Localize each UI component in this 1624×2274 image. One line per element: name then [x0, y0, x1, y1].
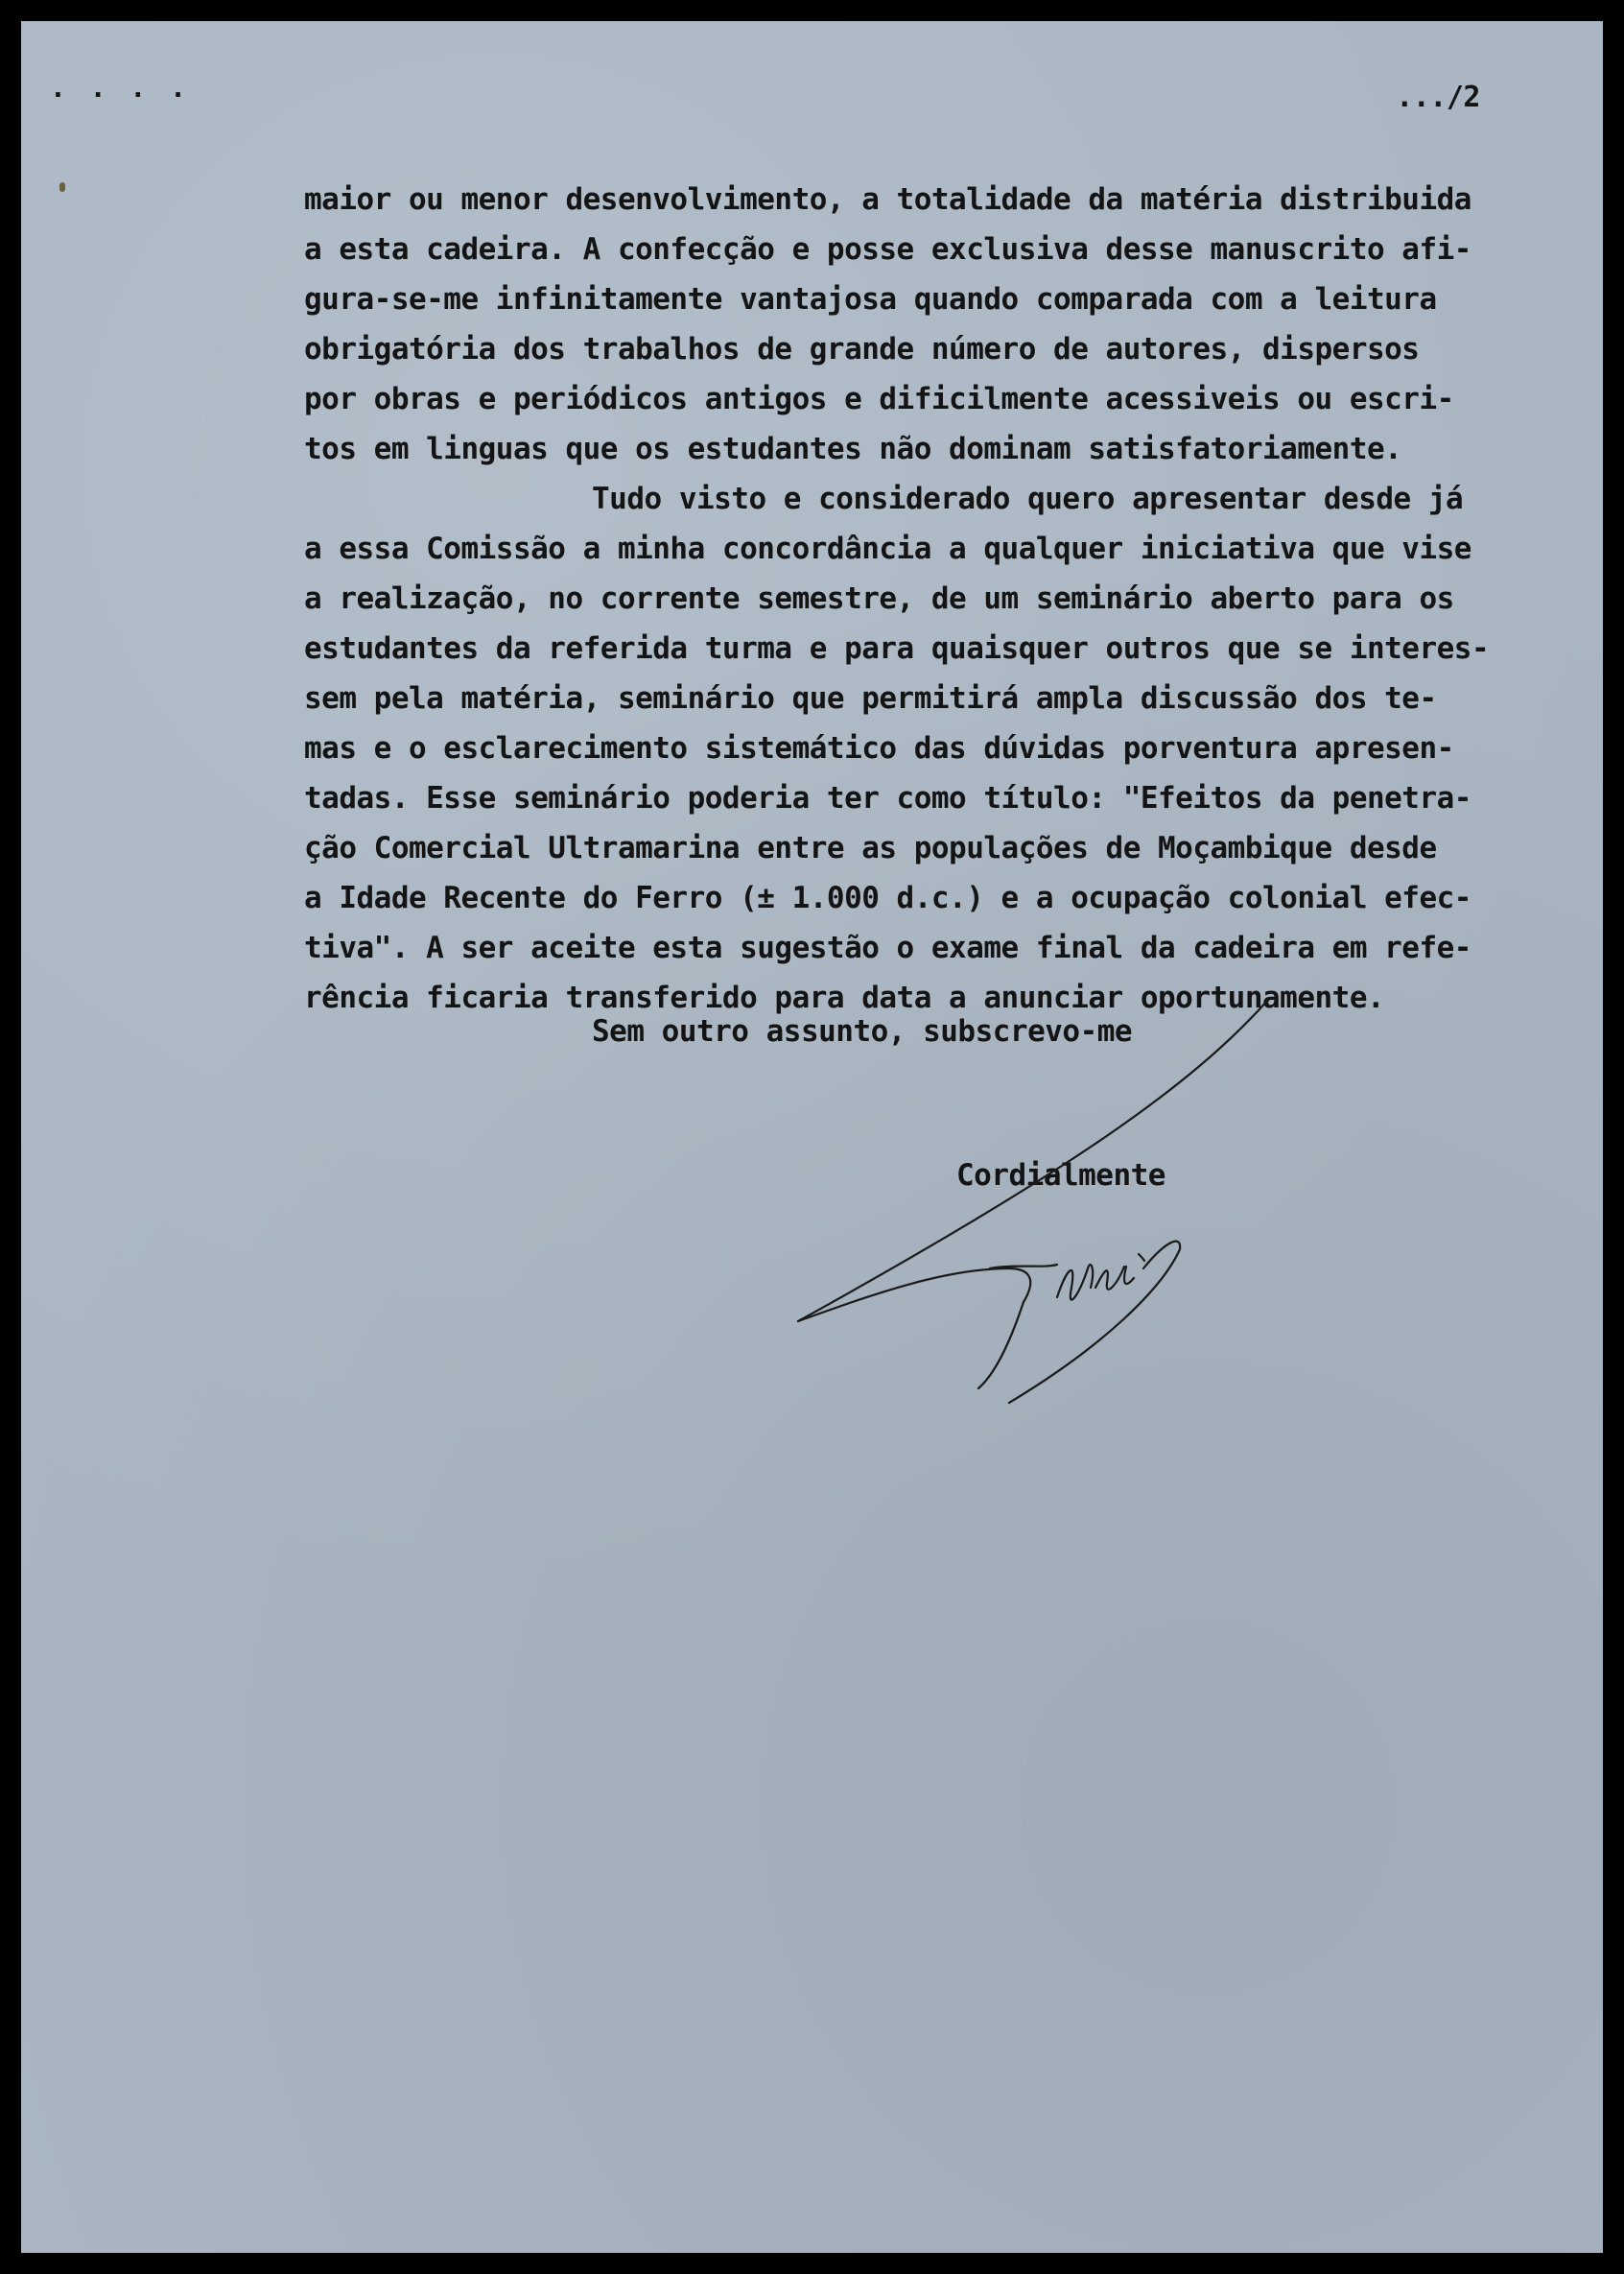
paragraph2-line: tiva". A ser aceite esta sugestão o exame final da cadeira em refe-: [304, 931, 1471, 965]
paragraph2-line: sem pela matéria, seminário que permitirá ampla discussão dos te-: [304, 681, 1437, 716]
paragraph1-line: por obras e periódicos antigos e dificilmente acessiveis ou escri-: [304, 382, 1454, 416]
paragraph2-line: mas e o esclarecimento sistemático das dúvidas porventura apresen-: [304, 731, 1454, 766]
paragraph2-line: a realização, no corrente semestre, de um seminário aberto para os: [304, 581, 1454, 616]
handwritten-signature: [779, 981, 1316, 1412]
paragraph1-line: obrigatória dos trabalhos de grande número de autores, dispersos: [304, 332, 1420, 367]
paragraph2-line: ção Comercial Ultramarina entre as populações de Moçambique desde: [304, 831, 1437, 865]
paragraph1-line: tos em linguas que os estudantes não dominam satisfatoriamente.: [304, 432, 1402, 466]
paragraph1-line: a esta cadeira. A confecção e posse exclusiva desse manuscrito afi-: [304, 232, 1471, 267]
document-page: [21, 21, 1603, 2253]
paragraph1-line: maior ou menor desenvolvimento, a totalidade da matéria distribuida: [304, 182, 1471, 217]
paragraph2-line: a Idade Recente do Ferro (± 1.000 d.c.) e a ocupação colonial efec-: [304, 881, 1471, 915]
punch-mark: [59, 182, 65, 192]
page-marker: .../2: [1396, 81, 1480, 114]
paragraph1-line: gura-se-me infinitamente vantajosa quando comparada com a leitura: [304, 282, 1437, 317]
sign-off: Cordialmente: [956, 1158, 1165, 1193]
corner-marks: · · · ·: [50, 79, 191, 110]
paragraph2-line: rência ficaria transferido para data a anunciar oportunamente.: [304, 981, 1385, 1015]
paragraph2-line: a essa Comissão a minha concordância a qualquer iniciativa que vise: [304, 532, 1471, 566]
paragraph2-line: tadas. Esse seminário poderia ter como título: "Efeitos da penetra-: [304, 781, 1471, 816]
body-text: [304, 175, 1599, 1023]
paragraph2-line: Tudo visto e considerado quero apresentar desde já: [592, 482, 1464, 516]
paragraph2-line: estudantes da referida turma e para quaisquer outros que se interes-: [304, 631, 1490, 666]
closing-line: Sem outro assunto, subscrevo-me: [592, 1014, 1133, 1049]
